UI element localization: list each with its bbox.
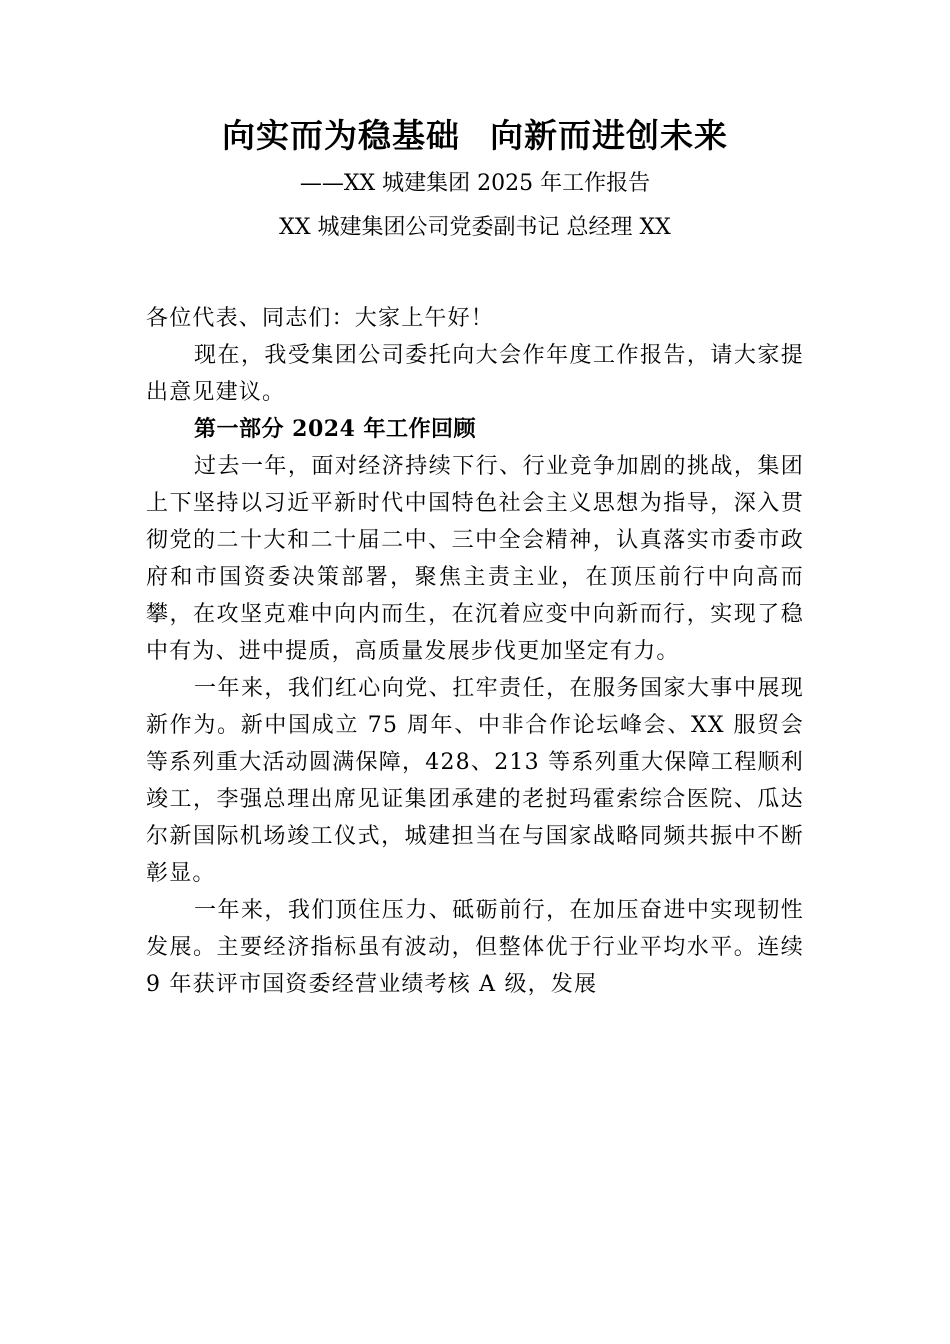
document-subtitle: ——XX 城建集团 2025 年工作报告 — [299, 171, 651, 196]
review-paragraph: 过去一年，面对经济持续下行、行业竞争加剧的挑战，集团上下坚持以习近平新时代中国特色社会主义思想为指导，深入贯彻党的二十大和二十届二中、三中全会精神，认真落实市委市政府和市国资委决策部署，聚焦主责主业，在顶压前行中向高而攀，在攻坚克难中向内而生，在沉着应变中向新而行，实现了稳中有为、进中提质，高质量发展步伐更加坚定有力。 — [146, 454, 804, 664]
document-author: XX 城建集团公司党委副书记 总经理 XX — [279, 215, 671, 240]
document-body — [146, 300, 804, 1003]
resilient-development-paragraph: 一年来，我们顶住压力、砥砺前行，在加压奋进中实现韧性发展。主要经济指标虽有波动，但整体优于行业平均水平。连续 9 年获评市国资委经营业绩考核 A 级，发展 — [146, 898, 804, 997]
section-heading: 第一部分 2024 年工作回顾 — [194, 416, 477, 442]
title-part-2: 向新而进创未来 — [490, 116, 728, 155]
national-service-paragraph: 一年来，我们红心向党、扛牢责任，在服务国家大事中展现新作为。新中国成立 75 周年、中非合作论坛峰会、XX 服贸会等系列重大活动圆满保障，428、213 等系列重大保障工程顺利竣工，李强总理出席见证集团承建的老挝玛霍索综合医院、瓜达尔新国际机场竣工仪式，城建担当在与国家战略同频共振中不断彰显。 — [146, 676, 804, 886]
document-title — [0, 112, 950, 160]
intro-paragraph: 现在，我受集团公司委托向大会作年度工作报告，请大家提出意见建议。 — [146, 343, 804, 405]
greeting-paragraph: 各位代表、同志们：大家上午好！ — [146, 306, 495, 331]
title-part-1: 向实而为稳基础 — [222, 116, 460, 155]
